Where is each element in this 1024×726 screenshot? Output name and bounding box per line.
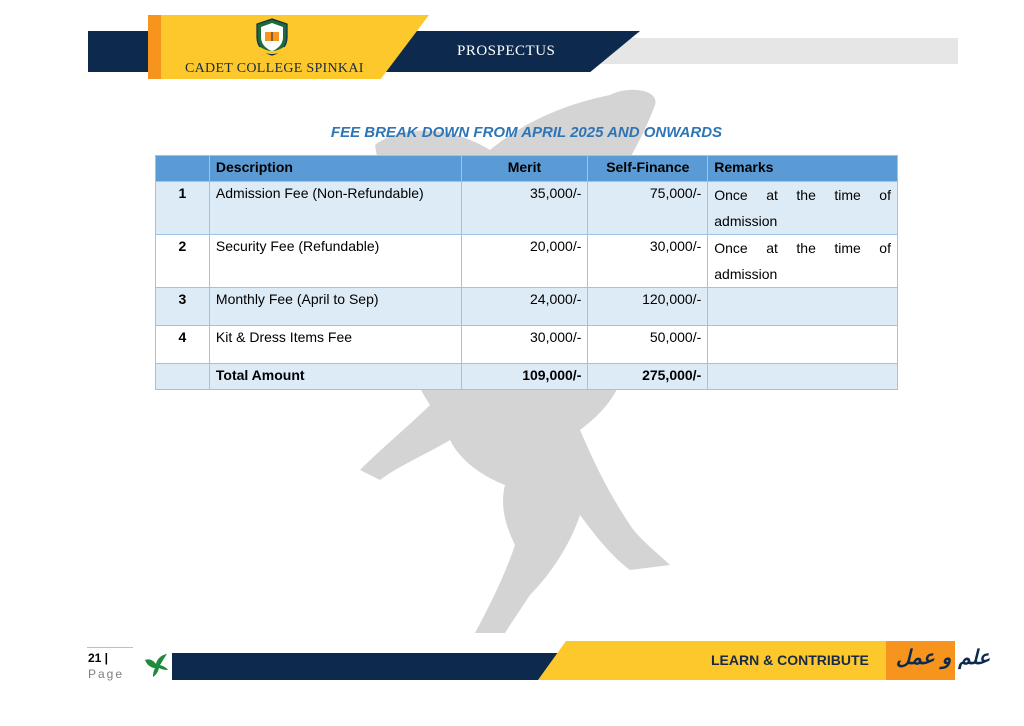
row-merit: 35,000/-	[461, 182, 588, 235]
row-self-finance: 120,000/-	[588, 288, 708, 326]
fee-table	[155, 155, 898, 390]
col-header-merit: Merit	[461, 156, 588, 182]
footer-navy-band	[172, 653, 572, 680]
fee-breakdown-title: FEE BREAK DOWN FROM APRIL 2025 AND ONWARDS	[330, 124, 723, 141]
total-number-cell	[156, 364, 210, 390]
row-remarks	[708, 288, 898, 326]
row-number: 4	[156, 326, 210, 364]
row-remarks	[708, 326, 898, 364]
col-header-remarks: Remarks	[708, 156, 898, 182]
college-name: CADET COLLEGE SPINKAI	[185, 61, 364, 76]
row-description: Security Fee (Refundable)	[209, 235, 461, 288]
table-row	[156, 326, 898, 364]
total-row	[156, 364, 898, 390]
row-number: 1	[156, 182, 210, 235]
table-row	[156, 288, 898, 326]
row-self-finance: 50,000/-	[588, 326, 708, 364]
row-remarks	[708, 235, 898, 288]
col-header-self-finance: Self-Finance	[588, 156, 708, 182]
row-merit: 20,000/-	[461, 235, 588, 288]
page-number-divider	[87, 647, 133, 648]
total-self-finance: 275,000/-	[588, 364, 708, 390]
footer-motto-urdu: علم و عمل	[896, 645, 991, 669]
remarks-line: admission	[714, 266, 778, 282]
total-remarks-cell	[708, 364, 898, 390]
row-merit: 30,000/-	[461, 326, 588, 364]
header-grey-band	[600, 38, 958, 64]
page-number: 21 |	[88, 651, 109, 665]
section-title: PROSPECTUS	[457, 43, 556, 59]
row-description: Admission Fee (Non-Refundable)	[209, 182, 461, 235]
remarks-line: Once at the time of	[714, 187, 891, 203]
total-merit: 109,000/-	[461, 364, 588, 390]
row-remarks	[708, 182, 898, 235]
row-number: 2	[156, 235, 210, 288]
header-orange-strip	[148, 15, 161, 79]
row-self-finance: 75,000/-	[588, 182, 708, 235]
page-label: Page	[88, 667, 125, 681]
row-merit: 24,000/-	[461, 288, 588, 326]
row-self-finance: 30,000/-	[588, 235, 708, 288]
bird-icon	[143, 652, 169, 678]
remarks-line: admission	[714, 213, 778, 229]
table-header-row	[156, 156, 898, 182]
table-row	[156, 235, 898, 288]
col-header-number	[156, 156, 210, 182]
college-crest-icon	[254, 17, 290, 57]
table-row	[156, 182, 898, 235]
remarks-line: Once at the time of	[714, 240, 891, 256]
total-label: Total Amount	[209, 364, 461, 390]
footer-motto: LEARN & CONTRIBUTE	[711, 652, 869, 668]
row-description: Monthly Fee (April to Sep)	[209, 288, 461, 326]
col-header-description: Description	[209, 156, 461, 182]
row-description: Kit & Dress Items Fee	[209, 326, 461, 364]
row-number: 3	[156, 288, 210, 326]
